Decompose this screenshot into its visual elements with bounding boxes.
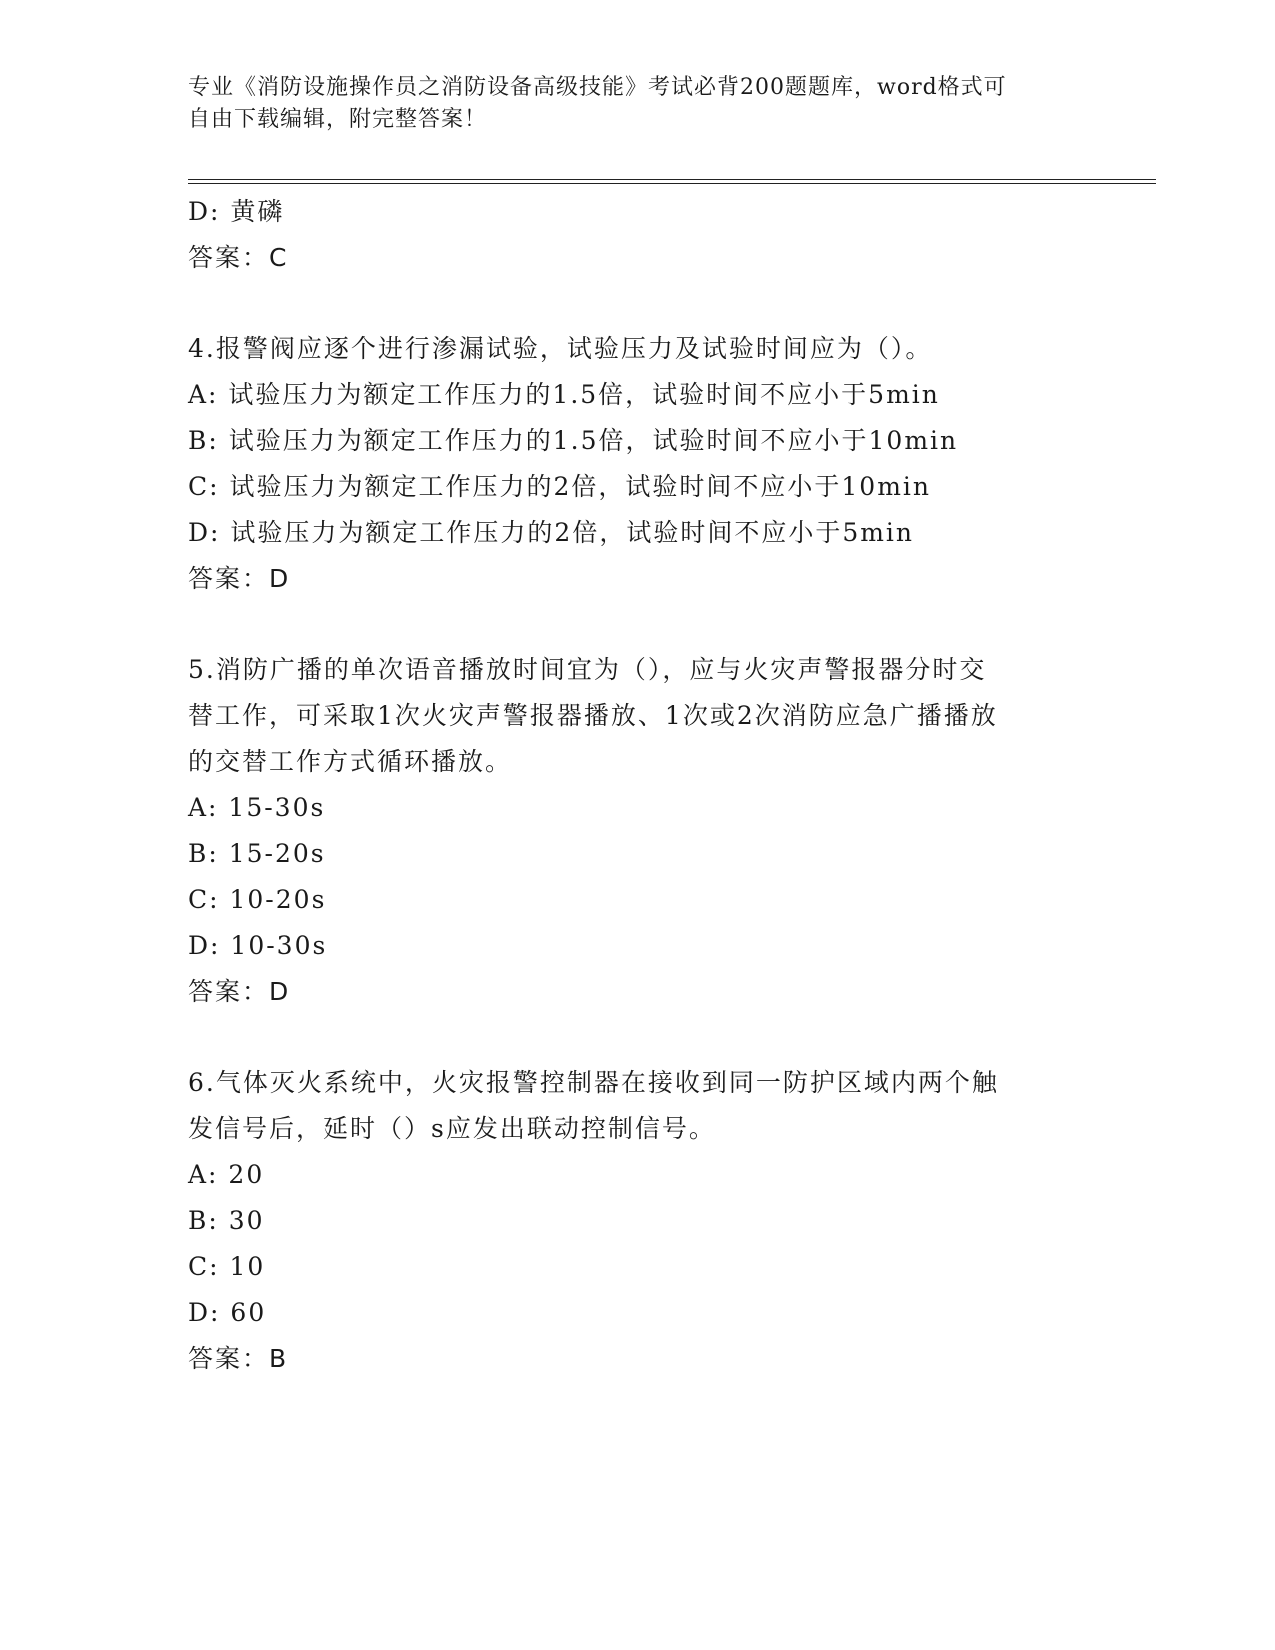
answer-line: 答案：C — [188, 243, 289, 272]
question-4 — [188, 326, 1088, 602]
answer-line: 答案：D — [188, 564, 291, 593]
option-d: D: 10-30s — [188, 931, 328, 960]
option-c: C: 10 — [188, 1252, 266, 1281]
header-divider-top — [188, 179, 1156, 180]
header-title-line-1: 专业《消防设施操作员之消防设备高级技能》考试必背200题题库，word格式可 — [188, 75, 1007, 100]
option-b: B: 30 — [188, 1206, 265, 1235]
option-c: C: 试验压力为额定工作压力的2倍，试验时间不应小于10min — [188, 472, 932, 501]
question-5 — [188, 647, 1088, 1015]
question-text-line-2: 发信号后，延时（）s应发出联动控制信号。 — [188, 1114, 716, 1143]
header-title-line-2: 自由下载编辑，附完整答案！ — [188, 107, 488, 132]
header-divider-bottom — [188, 183, 1156, 184]
option-a: A: 20 — [188, 1160, 265, 1189]
option-b: B: 试验压力为额定工作压力的1.5倍，试验时间不应小于10min — [188, 426, 959, 455]
document-header — [188, 72, 1068, 136]
question-text-line-1: 5.消防广播的单次语音播放时间宜为（），应与火灾声警报器分时交 — [188, 655, 987, 684]
question-list — [188, 189, 1088, 1382]
option-a: A: 15-30s — [188, 793, 326, 822]
option-a: A: 试验压力为额定工作压力的1.5倍，试验时间不应小于5min — [188, 380, 940, 409]
question-text-line-3: 的交替工作方式循环播放。 — [188, 747, 513, 776]
option-b: B: 15-20s — [188, 839, 326, 868]
option-d: D: 60 — [188, 1298, 267, 1327]
question-text-line-1: 6.气体灭火系统中，火灾报警控制器在接收到同一防护区域内两个触 — [188, 1068, 999, 1097]
question-text-line-2: 替工作，可采取1次火灾声警报器播放、1次或2次消防应急广播播放 — [188, 701, 998, 730]
option-d: D: 试验压力为额定工作压力的2倍，试验时间不应小于5min — [188, 518, 915, 547]
option-c: C: 10-20s — [188, 885, 327, 914]
option-d: D: 黄磷 — [188, 197, 285, 226]
answer-line: 答案：D — [188, 977, 291, 1006]
answer-line: 答案：B — [188, 1344, 289, 1373]
question-6 — [188, 1060, 1088, 1382]
question-3-continued — [188, 189, 1088, 281]
question-text: 4.报警阀应逐个进行渗漏试验，试验压力及试验时间应为（）。 — [188, 334, 933, 363]
